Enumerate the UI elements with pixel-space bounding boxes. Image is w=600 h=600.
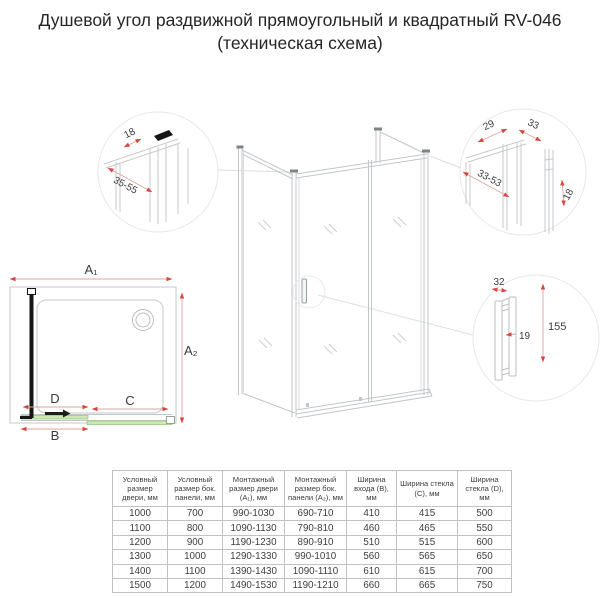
cell: 650 xyxy=(458,550,512,564)
detail-top-right xyxy=(463,117,576,234)
dim-32-label: 32 xyxy=(493,277,505,288)
cell: 515 xyxy=(397,535,458,549)
table-row xyxy=(113,564,512,578)
cell: 465 xyxy=(397,521,458,535)
cell: 1400 xyxy=(113,564,168,578)
col-header-glass-d: Ширина стекла (D), мм xyxy=(458,471,512,507)
cell: 750 xyxy=(458,578,512,592)
col-header-entry-width: Ширина входа (B), мм xyxy=(347,471,397,507)
technical-drawing xyxy=(0,52,600,468)
door-handle xyxy=(302,279,307,303)
table-header-row xyxy=(113,471,512,507)
wall-bracket-right xyxy=(167,417,175,424)
cell: 500 xyxy=(458,507,512,521)
side-panel-top-bracket xyxy=(28,289,36,295)
detail-handle xyxy=(492,277,566,380)
dim-33-label: 33 xyxy=(525,117,541,133)
cell: 600 xyxy=(458,535,512,549)
wall-bracket-black xyxy=(154,130,173,141)
cell: 990-1030 xyxy=(223,507,285,521)
cell: 560 xyxy=(347,550,397,564)
cell: 700 xyxy=(168,507,223,521)
table-row xyxy=(113,535,512,549)
fixed-glass xyxy=(87,421,172,425)
detail-top-left xyxy=(104,126,188,224)
plan-b-label: B xyxy=(50,428,60,443)
dim-18b-label: 18 xyxy=(561,187,577,203)
cell: 1090-1130 xyxy=(223,521,285,535)
cell: 990-1010 xyxy=(285,550,347,564)
table-row xyxy=(113,578,512,592)
cell: 665 xyxy=(397,578,458,592)
cell: 1100 xyxy=(113,521,168,535)
dim-29-label: 29 xyxy=(481,118,497,134)
side-panel-glass xyxy=(30,292,34,415)
cell: 610 xyxy=(347,564,397,578)
cell: 690-710 xyxy=(285,507,347,521)
cell: 1090-1110 xyxy=(285,564,347,578)
plan-a1-label: A₁ xyxy=(84,262,98,277)
cell: 800 xyxy=(168,521,223,535)
cell: 1300 xyxy=(113,550,168,564)
plan-c-label: C xyxy=(125,393,135,408)
cell: 1190-1230 xyxy=(223,535,285,549)
cell: 615 xyxy=(397,564,458,578)
cell: 890-910 xyxy=(285,535,347,549)
col-header-side-mount: Монтажный размер бок. панели (A₂), мм xyxy=(285,471,347,507)
title-line1: Душевой угол раздвижной прямоугольный и квадратный RV-046 xyxy=(38,10,562,30)
title-line2: (техническая схема) xyxy=(217,33,383,54)
cell: 660 xyxy=(347,578,397,592)
table-row xyxy=(113,507,512,521)
page-title xyxy=(0,9,600,55)
col-header-door-nominal: Условный размер двери, мм xyxy=(113,471,168,507)
cell: 565 xyxy=(397,550,458,564)
cell: 1100 xyxy=(168,564,223,578)
cell: 1200 xyxy=(168,578,223,592)
table-row xyxy=(113,521,512,535)
cell: 1490-1530 xyxy=(223,578,285,592)
dim-155-label: 155 xyxy=(548,321,567,333)
plan-view xyxy=(10,262,198,443)
dim-35-55-label: 35-55 xyxy=(111,174,140,197)
detail-circles xyxy=(98,109,599,401)
cell: 415 xyxy=(397,507,458,521)
cell: 1500 xyxy=(113,578,168,592)
col-header-glass-c: Ширина стекла (C), мм xyxy=(397,471,458,507)
cell: 700 xyxy=(458,564,512,578)
cell: 1390-1430 xyxy=(223,564,285,578)
handle-callout-ring xyxy=(293,276,325,308)
dim-19-label: 19 xyxy=(519,331,531,342)
plan-a2-label: A₂ xyxy=(184,343,198,358)
cell: 1000 xyxy=(113,507,168,521)
cell: 1000 xyxy=(168,550,223,564)
cell: 1200 xyxy=(113,535,168,549)
cell: 1190-1210 xyxy=(285,578,347,592)
cell: 550 xyxy=(458,521,512,535)
dim-18-label: 18 xyxy=(122,126,138,142)
leader-lines xyxy=(218,156,473,335)
cell: 510 xyxy=(347,535,397,549)
cell: 410 xyxy=(347,507,397,521)
cell: 460 xyxy=(347,521,397,535)
cell: 900 xyxy=(168,535,223,549)
cell: 790-810 xyxy=(285,521,347,535)
table-row xyxy=(113,550,512,564)
glass-sparkles xyxy=(258,217,406,354)
dim-33-53-label: 33-53 xyxy=(475,167,504,190)
col-header-door-mount: Монтажный размер двери (A₁), мм xyxy=(223,471,285,507)
plan-d-label: D xyxy=(50,391,60,406)
cell: 1290-1330 xyxy=(223,550,285,564)
detail-circle-handle xyxy=(473,275,599,401)
col-header-side-nominal: Условный размер бок. панели, мм xyxy=(168,471,223,507)
dimensions-table xyxy=(112,470,512,593)
